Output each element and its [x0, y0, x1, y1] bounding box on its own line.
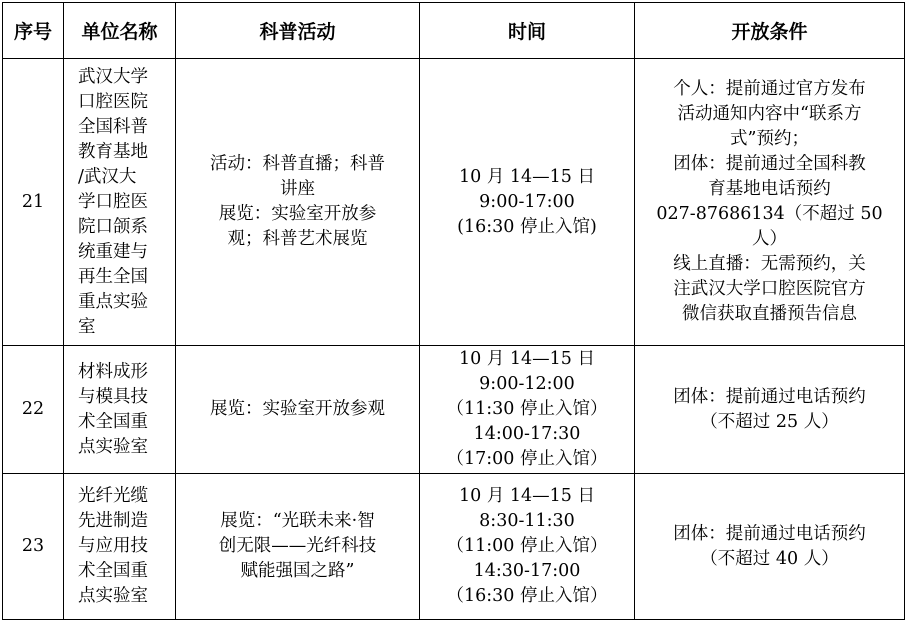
unit-name-cell: [64, 346, 176, 474]
activity-line: 讲座: [280, 179, 315, 199]
time-line: 10 月 14—15 日: [459, 349, 595, 369]
unit-name-line: 统重建与: [78, 241, 148, 262]
unit-name-line: 室: [78, 316, 96, 337]
open-day-table: [2, 2, 905, 620]
activity-line: 展览：“光联未来·智: [220, 511, 375, 531]
header-time: 时间: [420, 3, 635, 59]
time-line: 9:00-12:00: [479, 374, 575, 394]
unit-name-line: 点实验室: [78, 586, 148, 606]
time-line: 14:30-17:00: [473, 561, 581, 581]
unit-name-line: 点实验室: [78, 436, 148, 457]
time-line: （11:30 停止入馆）: [446, 399, 608, 419]
conditions-cell: [635, 346, 905, 474]
conditions-line: 育基地电话预约: [708, 179, 831, 199]
conditions-line: 式”预约；: [730, 129, 809, 149]
table-row: [3, 474, 905, 620]
conditions-cell: [635, 59, 905, 346]
unit-name-line: 材料成形: [78, 361, 148, 382]
activity-cell: [176, 474, 420, 620]
activity-line: 赋能强国之路”: [240, 561, 355, 581]
activity-line: 观；科普艺术展览: [227, 229, 368, 249]
time-cell: [420, 59, 635, 346]
activity-cell: [176, 59, 420, 346]
time-cell: [420, 346, 635, 474]
conditions-line: （不超过 25 人）: [700, 411, 839, 432]
conditions-line: 微信获取直播预告信息: [682, 304, 857, 324]
unit-name-line: 全国科普: [78, 116, 148, 137]
time-line: 14:00-17:30: [473, 424, 581, 444]
unit-name-line: 光纤光缆: [78, 486, 148, 506]
conditions-line: 027-87686134（不超过 50: [656, 204, 883, 224]
unit-name-line: 院口颌系: [78, 216, 148, 237]
activity-line: 创无限——光纤科技: [218, 536, 377, 556]
time-line: 10 月 14—15 日: [459, 166, 595, 187]
table-row: [3, 59, 905, 346]
table-row: [3, 346, 905, 474]
unit-name-cell: [64, 59, 176, 346]
unit-name-line: 口腔医院: [78, 91, 148, 112]
time-line: （17:00 停止入馆）: [446, 449, 608, 469]
row-no: 23: [3, 474, 64, 620]
header-unit: 单位名称: [64, 3, 176, 59]
unit-name-line: /武汉大: [78, 166, 137, 187]
activity-line: 展览：实验室开放参: [218, 204, 377, 224]
unit-name-line: 与应用技: [78, 536, 148, 556]
activity-line: 活动：科普直播；科普: [210, 154, 385, 174]
conditions-line: 注武汉大学口腔医院官方: [673, 279, 866, 299]
time-line: （16:30 停止入馆）: [446, 586, 608, 606]
header-activity: 科普活动: [176, 3, 420, 59]
time-line: 9:00-17:00: [479, 191, 575, 212]
header-conditions: 开放条件: [635, 3, 905, 59]
header-row: [3, 3, 905, 59]
time-line: 10 月 14—15 日: [459, 486, 595, 506]
unit-name-line: 再生全国: [78, 266, 148, 287]
unit-name-line: 重点实验: [78, 291, 148, 312]
conditions-line: 人）: [752, 229, 787, 249]
row-no: 21: [3, 59, 64, 346]
unit-name-line: 术全国重: [78, 411, 148, 432]
unit-name-line: 武汉大学: [78, 66, 148, 87]
time-cell: [420, 474, 635, 620]
unit-name-line: 与模具技: [78, 386, 148, 407]
conditions-line: 团体：提前通过电话预约: [673, 523, 866, 544]
conditions-line: 线上直播：无需预约，关: [673, 254, 866, 274]
time-line: 8:30-11:30: [479, 511, 575, 531]
conditions-line: （不超过 40 人）: [700, 548, 839, 569]
conditions-line: 团体：提前通过电话预约: [673, 386, 866, 407]
row-no: 22: [3, 346, 64, 474]
conditions-line: 团体：提前通过全国科教: [673, 154, 866, 174]
unit-name-line: 术全国重: [78, 561, 148, 581]
conditions-line: 活动通知内容中“联系方: [677, 104, 862, 124]
unit-name-cell: [64, 474, 176, 620]
conditions-line: 个人：提前通过官方发布: [673, 79, 866, 99]
unit-name-line: 先进制造: [78, 511, 148, 531]
time-line: （11:00 停止入馆）: [446, 536, 608, 556]
header-no: 序号: [3, 3, 64, 59]
unit-name-line: 教育基地: [78, 141, 148, 162]
activity-line: 展览：实验室开放参观: [210, 399, 385, 419]
unit-name-line: 学口腔医: [78, 191, 148, 212]
activity-cell: [176, 346, 420, 474]
conditions-cell: [635, 474, 905, 620]
time-line: (16:30 停止入馆): [457, 216, 597, 237]
